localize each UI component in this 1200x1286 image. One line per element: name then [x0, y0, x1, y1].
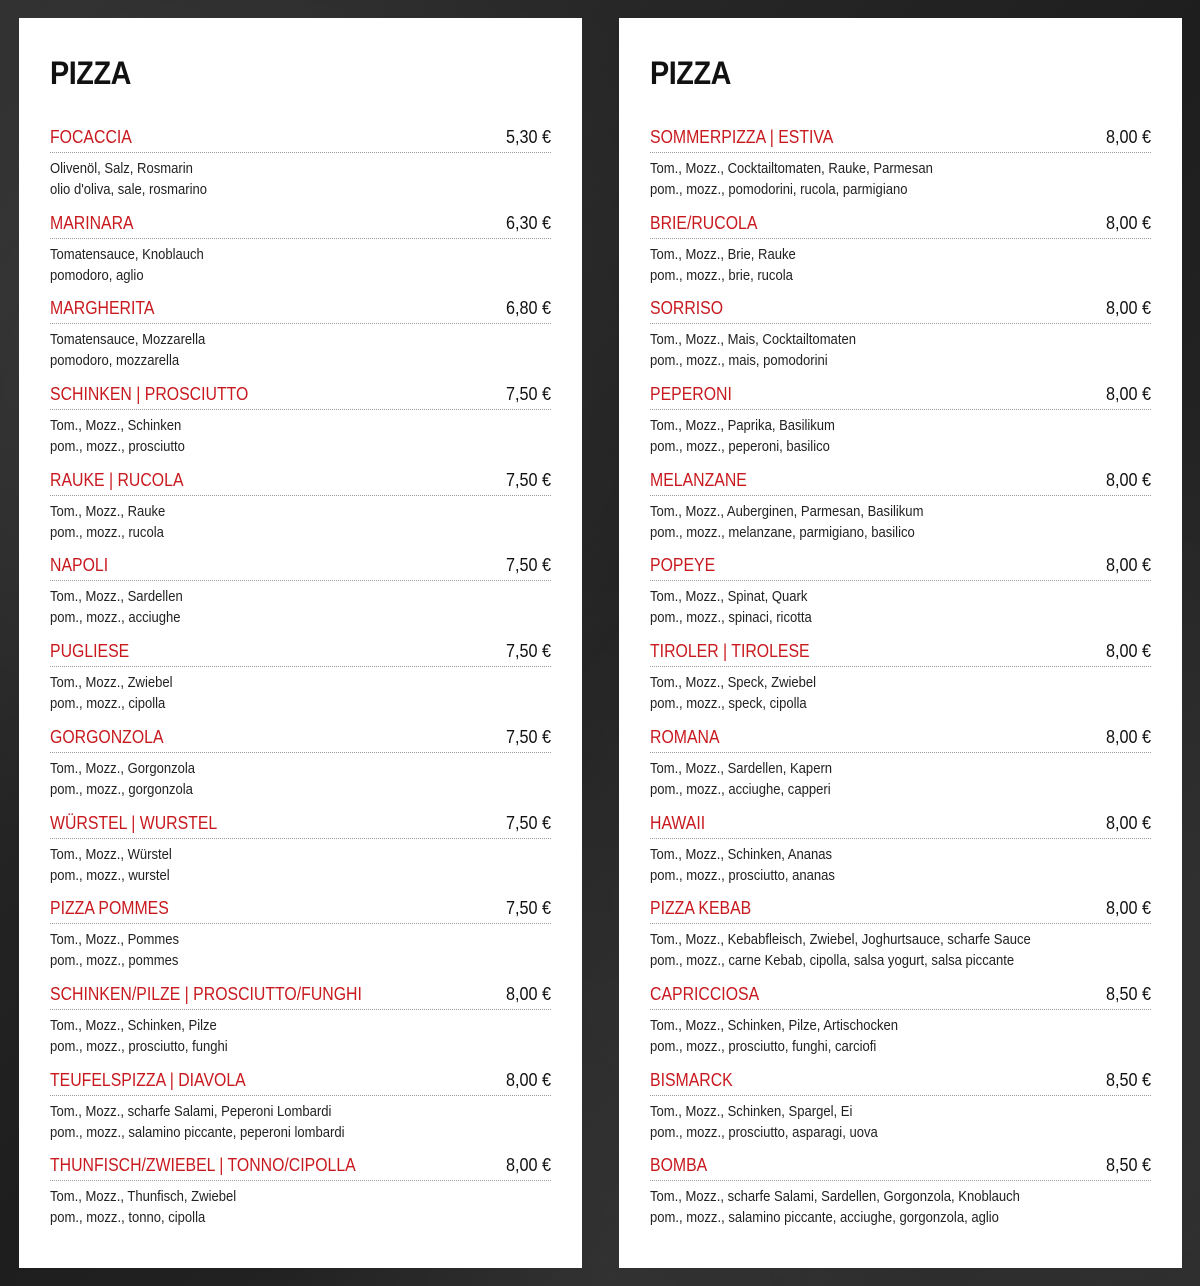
menu-item — [50, 125, 551, 211]
menu-item-name: PIZZA KEBAB — [650, 898, 752, 919]
ingredients-italian: pom., mozz., prosciutto, funghi, carciofi — [650, 1038, 877, 1055]
menu-item-header — [50, 296, 551, 324]
menu-item — [650, 553, 1151, 639]
ingredients-german: Tom., Mozz., Gorgonzola — [50, 760, 196, 777]
menu-item-price: 7,50 € — [505, 555, 551, 576]
menu-item — [650, 982, 1151, 1068]
ingredients-italian: pom., mozz., salamino piccante, peperoni lombardi — [50, 1124, 345, 1141]
ingredients-german: Tomatensauce, Mozzarella — [50, 332, 206, 349]
menu-list — [50, 125, 551, 1239]
menu-item — [650, 211, 1151, 297]
menu-item-price: 7,50 € — [505, 726, 551, 747]
ingredients-german: Tom., Mozz., Schinken, Pilze, Artischocken — [650, 1017, 899, 1034]
menu-item-description — [50, 496, 551, 544]
menu-item-name: GORGONZOLA — [50, 726, 164, 747]
menu-item-price: 6,80 € — [505, 298, 551, 319]
menu-item-header — [50, 639, 551, 667]
ingredients-italian: pom., mozz., cipolla — [50, 696, 166, 713]
ingredients-italian: pom., mozz., speck, cipolla — [650, 696, 807, 713]
ingredients-german: Tom., Mozz., Schinken, Ananas — [650, 846, 833, 863]
menu-item-name: ROMANA — [650, 726, 720, 747]
menu-item-header — [650, 553, 1151, 581]
menu-item — [650, 382, 1151, 468]
menu-item-description — [50, 753, 551, 801]
menu-item-name: TIROLER | TIROLESE — [650, 641, 810, 662]
menu-item-price: 8,00 € — [1105, 384, 1151, 405]
menu-item-name: SCHINKEN/PILZE | PROSCIUTTO/FUNGHI — [50, 983, 362, 1004]
menu-item — [50, 211, 551, 297]
ingredients-german: Tom., Mozz., Schinken, Pilze — [50, 1017, 217, 1034]
menu-item-header — [50, 1153, 551, 1181]
menu-item-description — [650, 324, 1151, 372]
ingredients-italian: pom., mozz., gorgonzola — [50, 781, 193, 798]
menu-item-header — [50, 382, 551, 410]
menu-item — [50, 1068, 551, 1154]
menu-item-name: THUNFISCH/ZWIEBEL | TONNO/CIPOLLA — [50, 1155, 356, 1176]
ingredients-german: Tom., Mozz., Brie, Rauke — [650, 246, 796, 263]
menu-item — [50, 896, 551, 982]
menu-item-header — [650, 1153, 1151, 1181]
menu-item-header — [650, 382, 1151, 410]
menu-item — [50, 725, 551, 811]
ingredients-italian: pom., mozz., pommes — [50, 953, 179, 970]
menu-item-header — [50, 982, 551, 1010]
ingredients-italian: pom., mozz., brie, rucola — [650, 267, 793, 284]
menu-item-price: 7,50 € — [505, 812, 551, 833]
ingredients-italian: pom., mozz., salamino piccante, acciughe, gorgonzola, aglio — [650, 1210, 999, 1227]
ingredients-german: Tom., Mozz., Mais, Cocktailtomaten — [650, 332, 856, 349]
menu-item — [650, 896, 1151, 982]
menu-item-description — [50, 581, 551, 629]
menu-item — [50, 553, 551, 639]
page-title: PIZZA — [50, 55, 131, 91]
menu-panel-left — [19, 18, 582, 1268]
ingredients-german: Tom., Mozz., Kebabfleisch, Zwiebel, Joghurtsauce, scharfe Sauce — [650, 932, 1031, 949]
menu-item-name: CAPRICCIOSA — [650, 983, 760, 1004]
menu-item-header — [650, 639, 1151, 667]
menu-item-name: MARGHERITA — [50, 298, 155, 319]
menu-item-description — [50, 239, 551, 287]
menu-item-name: BRIE/RUCOLA — [650, 212, 758, 233]
menu-item-price: 8,00 € — [1105, 298, 1151, 319]
menu-item-header — [650, 468, 1151, 496]
ingredients-german: Tom., Mozz., Paprika, Basilikum — [650, 418, 835, 435]
menu-item-name: WÜRSTEL | WURSTEL — [50, 812, 218, 833]
ingredients-german: Tom., Mozz., Sardellen, Kapern — [650, 760, 833, 777]
menu-item-name: PIZZA POMMES — [50, 898, 169, 919]
ingredients-italian: pomodoro, aglio — [50, 267, 144, 284]
menu-item-price: 7,50 € — [505, 898, 551, 919]
ingredients-german: Tom., Mozz., scharfe Salami, Peperoni Lombardi — [50, 1103, 332, 1120]
menu-item-description — [650, 924, 1151, 972]
menu-item-name: SORRISO — [650, 298, 724, 319]
ingredients-italian: olio d'oliva, sale, rosmarino — [50, 182, 207, 198]
ingredients-german: Tom., Mozz., Würstel — [50, 846, 172, 863]
menu-item-header — [50, 125, 551, 153]
menu-item-description — [50, 667, 551, 715]
menu-item-description — [650, 153, 1151, 201]
ingredients-german: Olivenöl, Salz, Rosmarin — [50, 161, 193, 177]
menu-list — [650, 125, 1151, 1239]
menu-item-price: 8,00 € — [1105, 812, 1151, 833]
menu-item — [650, 468, 1151, 554]
menu-item — [50, 811, 551, 897]
menu-item-description — [50, 324, 551, 372]
menu-item — [50, 468, 551, 554]
menu-item-header — [650, 296, 1151, 324]
menu-item-price: 8,50 € — [1105, 1069, 1151, 1090]
menu-item — [50, 1153, 551, 1239]
menu-item-description — [650, 1096, 1151, 1144]
menu-item-description — [650, 239, 1151, 287]
menu-item-description — [50, 153, 551, 201]
menu-item-description — [650, 839, 1151, 887]
menu-item-description — [50, 1010, 551, 1058]
menu-item-price: 8,50 € — [1105, 983, 1151, 1004]
menu-item-description — [650, 410, 1151, 458]
ingredients-italian: pom., mozz., mais, pomodorini — [650, 353, 828, 370]
menu-item-header — [50, 468, 551, 496]
ingredients-german: Tom., Mozz., Spinat, Quark — [650, 589, 808, 606]
menu-item-name: MELANZANE — [650, 469, 747, 490]
ingredients-italian: pom., mozz., acciughe — [50, 610, 181, 627]
menu-item-name: HAWAII — [650, 812, 706, 833]
menu-item-price: 8,00 € — [1105, 212, 1151, 233]
menu-item-description — [50, 410, 551, 458]
ingredients-italian: pom., mozz., prosciutto, ananas — [650, 867, 835, 884]
menu-item — [650, 1068, 1151, 1154]
menu-item-price: 8,50 € — [1105, 1155, 1151, 1176]
menu-item-price: 8,00 € — [1105, 726, 1151, 747]
menu-item-price: 8,00 € — [505, 1155, 551, 1176]
menu-item-price: 7,50 € — [505, 469, 551, 490]
page-title: PIZZA — [650, 55, 731, 91]
menu-item-price: 8,00 € — [1105, 127, 1151, 147]
menu-item-description — [650, 753, 1151, 801]
ingredients-german: Tom., Mozz., Cocktailtomaten, Rauke, Parmesan — [650, 161, 933, 177]
menu-item — [50, 382, 551, 468]
menu-panel-right — [619, 18, 1182, 1268]
ingredients-german: Tom., Mozz., scharfe Salami, Sardellen, Gorgonzola, Knoblauch — [650, 1189, 1020, 1206]
menu-item-header — [50, 553, 551, 581]
menu-item-description — [50, 1181, 551, 1229]
ingredients-german: Tomatensauce, Knoblauch — [50, 246, 204, 263]
menu-item-description — [650, 1181, 1151, 1229]
menu-item-header — [650, 725, 1151, 753]
ingredients-italian: pom., mozz., tonno, cipolla — [50, 1210, 206, 1227]
menu-item-price: 8,00 € — [505, 1069, 551, 1090]
menu-item-description — [650, 581, 1151, 629]
menu-item-description — [50, 1096, 551, 1144]
menu-item-price: 5,30 € — [505, 127, 551, 147]
menu-item-name: BOMBA — [650, 1155, 708, 1176]
menu-item-price: 8,00 € — [505, 983, 551, 1004]
menu-item-header — [650, 982, 1151, 1010]
menu-item-name: MARINARA — [50, 212, 134, 233]
menu-item — [650, 1153, 1151, 1239]
menu-item — [650, 125, 1151, 211]
ingredients-italian: pom., mozz., rucola — [50, 524, 164, 541]
menu-item-name: FOCACCIA — [50, 127, 132, 147]
ingredients-german: Tom., Mozz., Schinken, Spargel, Ei — [650, 1103, 853, 1120]
menu-item-header — [50, 725, 551, 753]
menu-item-name: NAPOLI — [50, 555, 109, 576]
ingredients-italian: pomodoro, mozzarella — [50, 353, 180, 370]
menu-item-price: 6,30 € — [505, 212, 551, 233]
menu-item — [50, 639, 551, 725]
menu-item-header — [650, 1068, 1151, 1096]
ingredients-italian: pom., mozz., prosciutto — [50, 439, 185, 456]
ingredients-german: Tom., Mozz., Speck, Zwiebel — [650, 675, 817, 692]
menu-item-name: PEPERONI — [650, 384, 732, 405]
ingredients-german: Tom., Mozz., Auberginen, Parmesan, Basilikum — [650, 503, 924, 520]
ingredients-german: Tom., Mozz., Rauke — [50, 503, 166, 520]
menu-item-name: POPEYE — [650, 555, 716, 576]
menu-item-price: 8,00 € — [1105, 555, 1151, 576]
menu-item-header — [50, 896, 551, 924]
menu-item-description — [50, 839, 551, 887]
menu-item-price: 7,50 € — [505, 641, 551, 662]
menu-item — [650, 725, 1151, 811]
menu-item-description — [650, 1010, 1151, 1058]
menu-item — [650, 639, 1151, 725]
menu-item-header — [50, 211, 551, 239]
ingredients-italian: pom., mozz., prosciutto, asparagi, uova — [650, 1124, 878, 1141]
ingredients-italian: pom., mozz., acciughe, capperi — [650, 781, 831, 798]
menu-item-name: SOMMERPIZZA | ESTIVA — [650, 127, 834, 147]
menu-item-description — [650, 667, 1151, 715]
menu-item-price: 7,50 € — [505, 384, 551, 405]
ingredients-italian: pom., mozz., melanzane, parmigiano, basilico — [650, 524, 915, 541]
menu-item-description — [50, 924, 551, 972]
menu-item-header — [650, 211, 1151, 239]
menu-item-header — [650, 896, 1151, 924]
ingredients-german: Tom., Mozz., Sardellen — [50, 589, 183, 606]
ingredients-italian: pom., mozz., wurstel — [50, 867, 170, 884]
menu-item-price: 8,00 € — [1105, 641, 1151, 662]
menu-item-header — [650, 811, 1151, 839]
ingredients-german: Tom., Mozz., Thunfisch, Zwiebel — [50, 1189, 237, 1206]
ingredients-italian: pom., mozz., carne Kebab, cipolla, salsa yogurt, salsa piccante — [650, 953, 1015, 970]
menu-item-description — [650, 496, 1151, 544]
menu-item-name: PUGLIESE — [50, 641, 130, 662]
menu-item-name: TEUFELSPIZZA | DIAVOLA — [50, 1069, 246, 1090]
menu-item — [650, 296, 1151, 382]
menu-item-name: RAUKE | RUCOLA — [50, 469, 184, 490]
ingredients-italian: pom., mozz., peperoni, basilico — [650, 439, 830, 456]
ingredients-italian: pom., mozz., prosciutto, funghi — [50, 1038, 228, 1055]
ingredients-italian: pom., mozz., pomodorini, rucola, parmigiano — [650, 182, 908, 198]
menu-item-name: SCHINKEN | PROSCIUTTO — [50, 384, 249, 405]
ingredients-german: Tom., Mozz., Pommes — [50, 932, 180, 949]
ingredients-german: Tom., Mozz., Schinken — [50, 418, 182, 435]
ingredients-german: Tom., Mozz., Zwiebel — [50, 675, 173, 692]
menu-item-name: BISMARCK — [650, 1069, 733, 1090]
menu-item — [50, 982, 551, 1068]
menu-item-header — [650, 125, 1151, 153]
menu-item — [650, 811, 1151, 897]
menu-item — [50, 296, 551, 382]
ingredients-italian: pom., mozz., spinaci, ricotta — [650, 610, 812, 627]
menu-item-price: 8,00 € — [1105, 469, 1151, 490]
menu-item-header — [50, 811, 551, 839]
menu-item-header — [50, 1068, 551, 1096]
menu-item-price: 8,00 € — [1105, 898, 1151, 919]
